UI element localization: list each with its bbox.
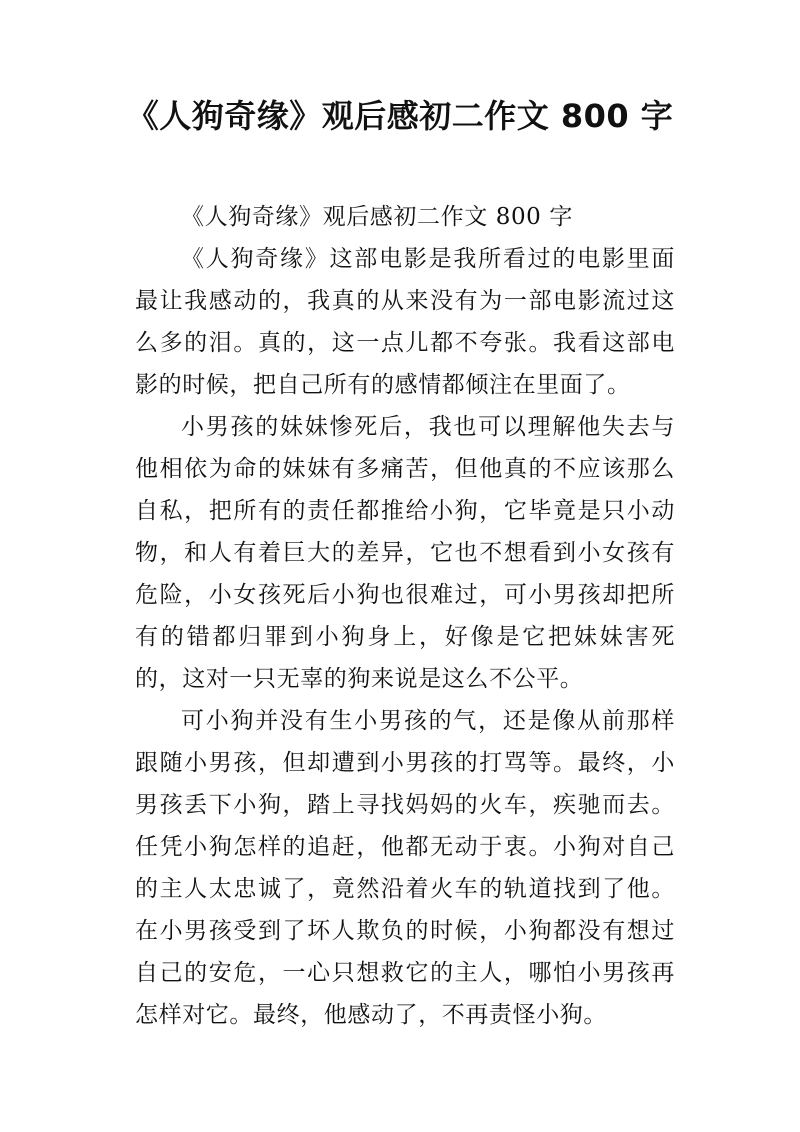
paragraph: 可小狗并没有生小男孩的气，还是像从前那样跟随小男孩，但却遭到小男孩的打骂等。最终，小男孩丢下小狗，踏上寻找妈妈的火车，疾驰而去。任凭小狗怎样的追赶，他都无动于衷。小狗对自己的主人太忠诚了，竟然沿着火车的轨道找到了他。在小男孩受到了坏人欺负的时候，小狗都没有想过自己的安危，一心只想救它的主人，哪怕小男孩再怎样对它。最终，他感动了，不再责怪小狗。 [135, 708, 675, 1028]
document-title: 《人狗奇缘》观后感初二作文 800 字 [126, 97, 674, 135]
paragraph: 小男孩的妹妹惨死后，我也可以理解他失去与他相依为命的妹妹有多痛苦，但他真的不应该那么自私，把所有的责任都推给小狗，它毕竟是只小动物，和人有着巨大的差异，它也不想看到小女孩有危险，小女孩死后小狗也很难过，可小男孩却把所有的错都归罪到小狗身上，好像是它把妹妹害死的，这对一只无辜的狗来说是这么不公平。 [135, 414, 675, 692]
document-body [135, 196, 675, 1036]
paragraph-subtitle: 《人狗奇缘》观后感初二作文 800 字 [181, 204, 573, 230]
paragraph: 《人狗奇缘》这部电影是我所看过的电影里面最让我感动的，我真的从来没有为一部电影流过这么多的泪。真的，这一点儿都不夸张。我看这部电影的时候，把自己所有的感情都倾注在里面了。 [135, 246, 675, 398]
